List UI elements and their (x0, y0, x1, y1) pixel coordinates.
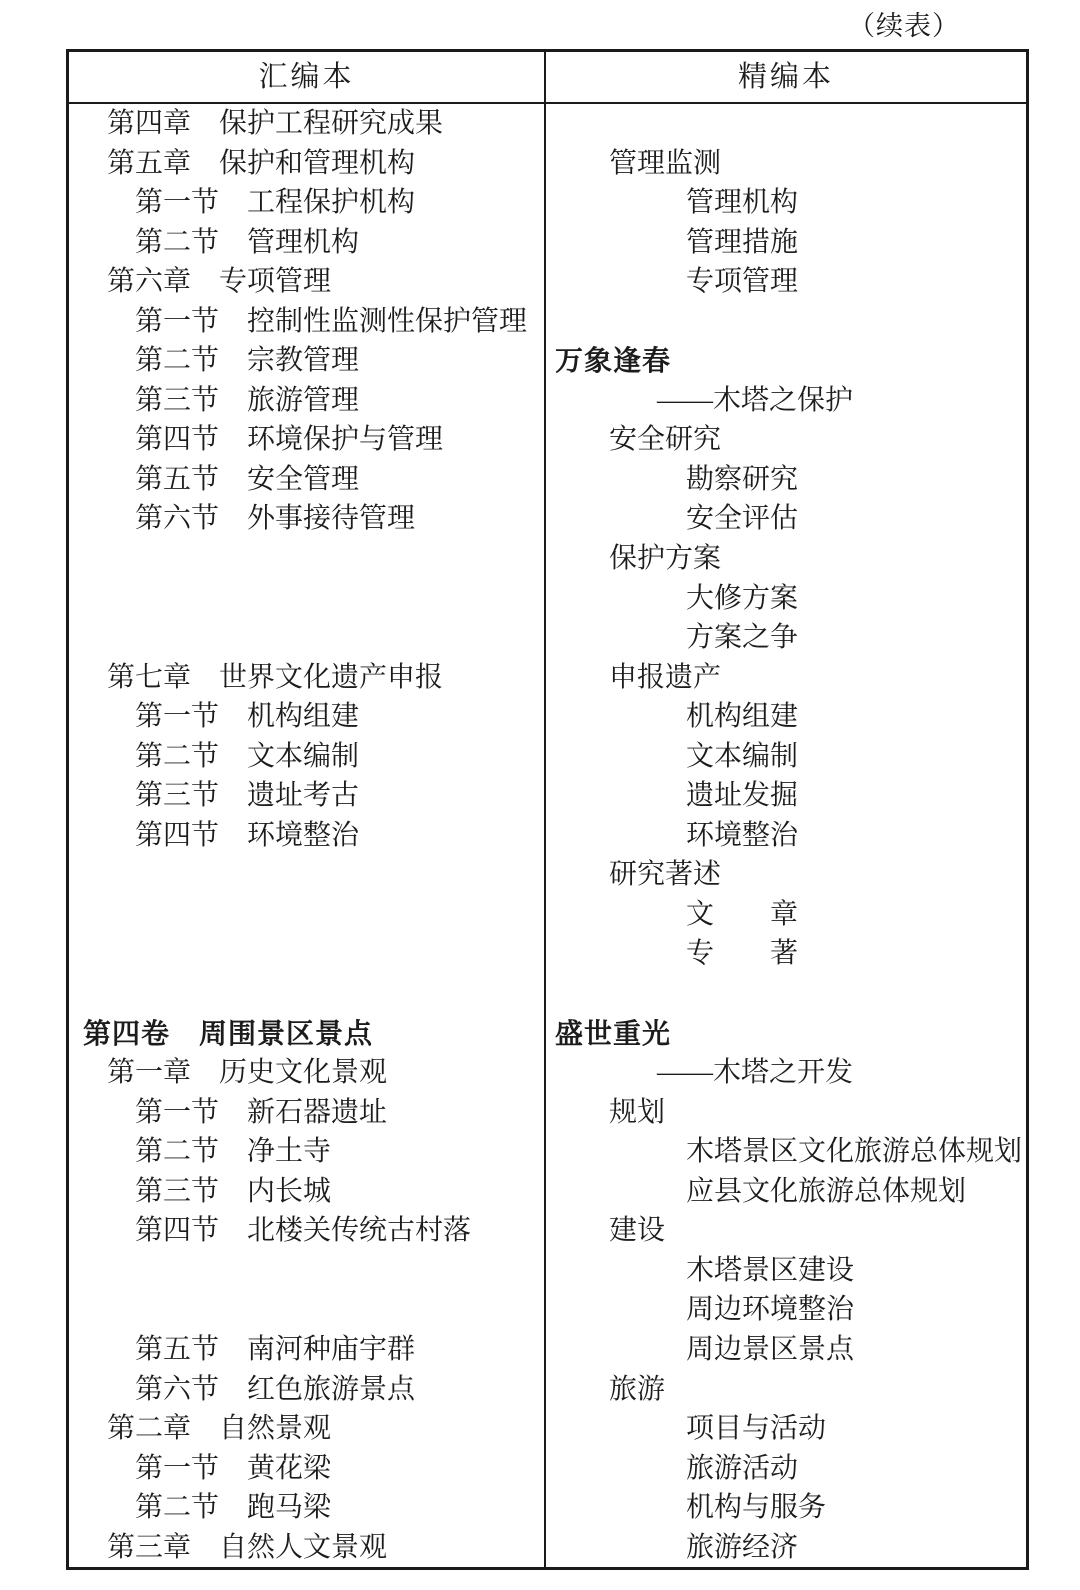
toc-entry-left (69, 618, 544, 658)
toc-entry-left (69, 934, 544, 974)
left-cell (69, 579, 546, 619)
right-cell (546, 1449, 1026, 1489)
right-cell (546, 1409, 1026, 1449)
toc-entry-right: 建设 (609, 1215, 666, 1247)
left-cell (69, 1132, 546, 1172)
toc-entry-left: 第三节 内长城 (135, 1175, 332, 1207)
toc-entry-left: 第二节 宗教管理 (135, 345, 360, 377)
table-row (69, 1093, 1026, 1133)
column-header-jingbianben: 精编本 (737, 61, 834, 93)
right-cell (546, 1211, 1026, 1251)
left-cell (69, 499, 546, 539)
table-row (69, 499, 1026, 539)
toc-entry-left: 第二节 净土寺 (135, 1136, 332, 1168)
table-row (69, 223, 1026, 263)
table-row (69, 895, 1026, 935)
right-cell (546, 1330, 1026, 1370)
toc-entry-left (69, 1290, 544, 1330)
toc-entry-left: 第四章 保护工程研究成果 (107, 108, 444, 139)
toc-entry-left: 第六节 外事接待管理 (135, 503, 416, 535)
toc-entry-right: 管理监测 (609, 147, 722, 179)
toc-entry-right: 遗址发掘 (686, 780, 799, 812)
right-cell (546, 1172, 1026, 1212)
table-row (69, 460, 1026, 500)
right-cell (546, 104, 1026, 144)
left-cell (69, 974, 546, 1014)
table-row (69, 1528, 1026, 1568)
right-cell (546, 579, 1026, 619)
left-cell (69, 1014, 546, 1054)
toc-entry-right: 盛世重光 (555, 1017, 672, 1049)
left-cell (69, 144, 546, 184)
right-cell (546, 183, 1026, 223)
toc-entry-left: 第二节 跑马梁 (135, 1492, 332, 1524)
right-cell (546, 934, 1026, 974)
toc-entry-right: 勘察研究 (686, 463, 799, 495)
left-cell (69, 302, 546, 342)
toc-entry-right: ——木塔之保护 (657, 384, 854, 416)
table-row (69, 1449, 1026, 1489)
right-cell (546, 895, 1026, 935)
toc-entry-left: 第五节 安全管理 (135, 463, 360, 495)
toc-entry-right: 文 章 (686, 898, 799, 930)
toc-entry-right: 周边环境整治 (686, 1294, 855, 1326)
toc-entry-left (69, 855, 544, 895)
left-cell (69, 855, 546, 895)
toc-entry-right: 木塔景区文化旅游总体规划 (686, 1136, 1023, 1168)
table-body (69, 104, 1026, 1567)
right-cell (546, 499, 1026, 539)
right-cell (546, 144, 1026, 184)
toc-entry-left: 第一节 新石器遗址 (135, 1096, 388, 1128)
left-cell (69, 539, 546, 579)
toc-entry-left: 第二节 文本编制 (135, 740, 360, 772)
left-cell (69, 737, 546, 777)
left-cell (69, 658, 546, 698)
left-cell (69, 1488, 546, 1528)
left-cell (69, 776, 546, 816)
table-row (69, 1211, 1026, 1251)
left-cell (69, 104, 546, 144)
table-row (69, 144, 1026, 184)
toc-entry-left (69, 895, 544, 935)
table-row (69, 855, 1026, 895)
toc-entry-left: 第三章 自然人文景观 (107, 1531, 388, 1563)
right-cell (546, 262, 1026, 302)
right-cell (546, 1290, 1026, 1330)
right-cell (546, 539, 1026, 579)
table-row (69, 737, 1026, 777)
table-row (69, 104, 1026, 144)
right-cell (546, 816, 1026, 856)
table-row (69, 302, 1026, 342)
table-row (69, 1132, 1026, 1172)
table-row (69, 1488, 1026, 1528)
table-row (69, 816, 1026, 856)
table-row (69, 1290, 1026, 1330)
right-cell (546, 1251, 1026, 1291)
right-cell (546, 697, 1026, 737)
table-row (69, 1409, 1026, 1449)
right-cell (546, 1014, 1026, 1054)
toc-entry-left: 第一节 机构组建 (135, 701, 360, 733)
toc-entry-right: 机构组建 (686, 701, 799, 733)
toc-entry-right (546, 104, 1026, 144)
toc-entry-right: 项目与活动 (686, 1413, 827, 1445)
toc-entry-left: 第三节 遗址考古 (135, 780, 360, 812)
toc-entry-left: 第六节 红色旅游景点 (135, 1373, 416, 1405)
table-row (69, 262, 1026, 302)
right-cell (546, 1370, 1026, 1410)
left-cell (69, 934, 546, 974)
toc-entry-left (69, 579, 544, 619)
toc-entry-left: 第五章 保护和管理机构 (107, 147, 416, 179)
right-cell (546, 1053, 1026, 1093)
toc-entry-left (69, 539, 544, 579)
table-row (69, 1330, 1026, 1370)
right-cell (546, 460, 1026, 500)
toc-entry-right: 专项管理 (686, 266, 799, 298)
right-cell (546, 1488, 1026, 1528)
left-cell (69, 895, 546, 935)
toc-entry-right: 应县文化旅游总体规划 (686, 1175, 967, 1207)
toc-entry-right: 万象逢春 (555, 345, 672, 377)
left-cell (69, 618, 546, 658)
left-cell (69, 1370, 546, 1410)
right-cell (546, 1528, 1026, 1568)
left-cell (69, 1528, 546, 1568)
toc-entry-right: 保护方案 (609, 543, 722, 575)
continued-table-label: （续表） (848, 11, 960, 41)
left-cell (69, 1053, 546, 1093)
toc-entry-left: 第四节 环境保护与管理 (135, 424, 444, 456)
toc-entry-right (546, 302, 1026, 342)
right-cell (546, 658, 1026, 698)
toc-entry-right: 管理机构 (686, 187, 799, 219)
right-cell (546, 341, 1026, 381)
toc-entry-right: 安全评估 (686, 503, 799, 535)
table-row (69, 618, 1026, 658)
toc-entry-right: 周边景区景点 (686, 1333, 855, 1365)
toc-entry-left: 第四节 北楼关传统古村落 (135, 1215, 472, 1247)
left-cell (69, 1290, 546, 1330)
toc-entry-left: 第四节 环境整治 (135, 819, 360, 851)
left-cell (69, 816, 546, 856)
table-row (69, 776, 1026, 816)
table-row (69, 658, 1026, 698)
toc-entry-left: 第五节 南河种庙宇群 (135, 1333, 416, 1365)
left-cell (69, 341, 546, 381)
table-row (69, 974, 1026, 1014)
left-cell (69, 460, 546, 500)
left-cell (69, 183, 546, 223)
right-cell (546, 381, 1026, 421)
right-cell (546, 776, 1026, 816)
toc-entry-right: 木塔景区建设 (686, 1254, 855, 1286)
toc-entry-left: 第一章 历史文化景观 (107, 1057, 388, 1089)
table-row (69, 341, 1026, 381)
toc-entry-left: 第六章 专项管理 (107, 266, 332, 298)
right-cell (546, 974, 1026, 1014)
left-cell (69, 1409, 546, 1449)
column-header-huibianben: 汇编本 (69, 52, 546, 102)
table-row (69, 1172, 1026, 1212)
table-row (69, 1014, 1026, 1054)
right-cell (546, 1132, 1026, 1172)
toc-entry-left (69, 974, 544, 1014)
toc-entry-right: 研究著述 (609, 859, 722, 891)
table-row (69, 183, 1026, 223)
right-cell (546, 302, 1026, 342)
right-cell (546, 618, 1026, 658)
right-cell (546, 223, 1026, 263)
toc-entry-left: 第四卷 周围景区景点 (83, 1017, 374, 1049)
table-header-row (69, 52, 1026, 104)
toc-entry-left: 第一节 黄花梁 (135, 1452, 332, 1484)
left-cell (69, 697, 546, 737)
toc-entry-left (69, 1251, 544, 1291)
toc-entry-left: 第二节 管理机构 (135, 226, 360, 258)
left-cell (69, 223, 546, 263)
toc-entry-right: 大修方案 (686, 582, 799, 614)
toc-entry-right: 机构与服务 (686, 1492, 827, 1524)
table-row (69, 1251, 1026, 1291)
toc-entry-right: 管理措施 (686, 226, 799, 258)
right-cell (546, 855, 1026, 895)
left-cell (69, 1172, 546, 1212)
left-cell (69, 1449, 546, 1489)
left-cell (69, 381, 546, 421)
toc-entry-right: 文本编制 (686, 740, 799, 772)
right-cell (546, 737, 1026, 777)
table-row (69, 381, 1026, 421)
toc-entry-right: ——木塔之开发 (657, 1057, 854, 1089)
toc-entry-right: 专 著 (686, 938, 799, 970)
right-cell (546, 1093, 1026, 1133)
toc-entry-right (546, 974, 1026, 1014)
right-cell (546, 420, 1026, 460)
left-cell (69, 262, 546, 302)
left-cell (69, 1330, 546, 1370)
left-cell (69, 1093, 546, 1133)
left-cell (69, 1211, 546, 1251)
edition-comparison-table (66, 49, 1029, 1570)
toc-entry-left: 第二章 自然景观 (107, 1413, 332, 1445)
table-row (69, 1053, 1026, 1093)
left-cell (69, 1251, 546, 1291)
toc-entry-left: 第七章 世界文化遗产申报 (107, 661, 444, 693)
table-row (69, 697, 1026, 737)
toc-entry-right: 环境整治 (686, 819, 799, 851)
left-cell (69, 420, 546, 460)
toc-entry-right: 申报遗产 (609, 661, 722, 693)
toc-entry-left: 第三节 旅游管理 (135, 384, 360, 416)
table-row (69, 579, 1026, 619)
toc-entry-right: 方案之争 (686, 622, 799, 654)
toc-entry-right: 规划 (609, 1096, 666, 1128)
toc-entry-left: 第一节 工程保护机构 (135, 187, 416, 219)
toc-entry-right: 旅游经济 (686, 1531, 799, 1563)
table-row (69, 934, 1026, 974)
toc-entry-right: 安全研究 (609, 424, 722, 456)
table-row (69, 1370, 1026, 1410)
table-row (69, 539, 1026, 579)
toc-entry-right: 旅游活动 (686, 1452, 799, 1484)
toc-entry-left: 第一节 控制性监测性保护管理 (135, 305, 528, 337)
toc-entry-right: 旅游 (609, 1373, 666, 1405)
table-row (69, 420, 1026, 460)
